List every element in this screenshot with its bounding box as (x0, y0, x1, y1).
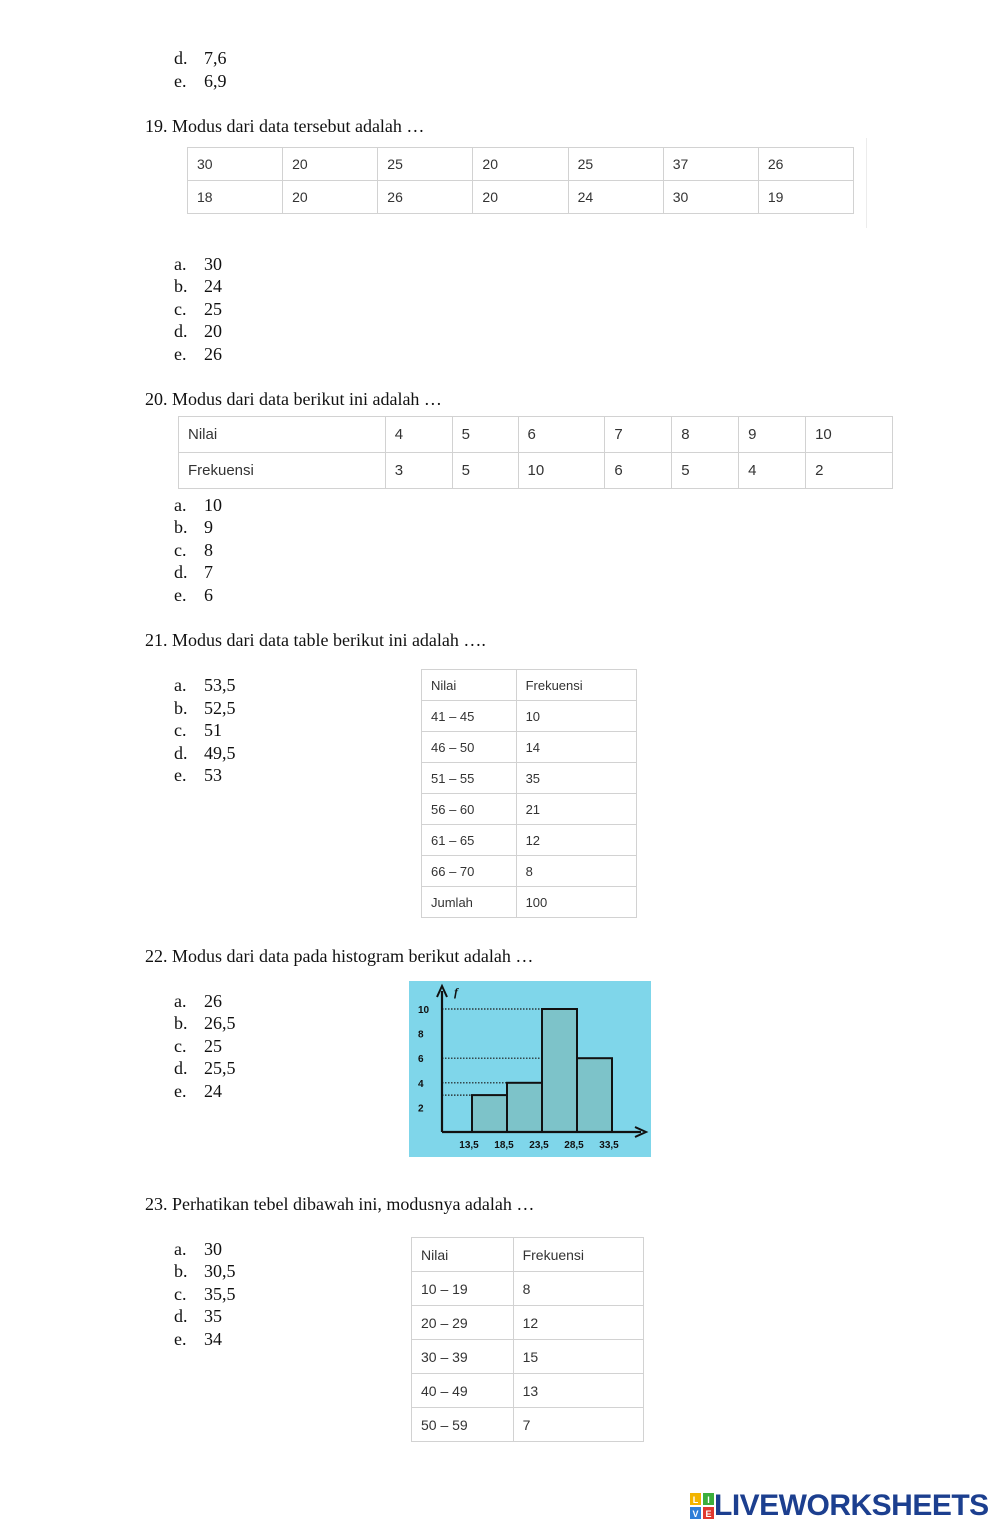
table-cell: 13 (513, 1374, 643, 1408)
y-axis-label: f (454, 985, 458, 999)
table-cell: 20 – 29 (412, 1306, 514, 1340)
q22-option-c[interactable]: c. 25 (174, 1036, 222, 1056)
table-cell: 20 (473, 181, 568, 214)
table-header-cell: Nilai (412, 1238, 514, 1272)
q22-option-d[interactable]: d. 25,5 (174, 1058, 236, 1078)
histogram-bar (577, 1058, 612, 1132)
table-cell: 100 (516, 887, 636, 918)
histogram-bar (507, 1083, 542, 1132)
table-cell: 66 – 70 (422, 856, 517, 887)
table-cell: 25 (378, 148, 473, 181)
liveworksheets-logo-icon (690, 1493, 714, 1519)
table-cell: 6 (518, 417, 605, 453)
table-row (188, 181, 854, 214)
table-cell: Nilai (179, 417, 386, 453)
table-cell: 3 (385, 453, 452, 489)
q20-option-e[interactable]: e. 6 (174, 585, 213, 605)
q18-option-d[interactable]: d. 7,6 (174, 48, 227, 68)
y-tick-label: 2 (418, 1103, 424, 1115)
q19-option-d[interactable]: d. 20 (174, 321, 222, 341)
table-cell: 9 (739, 417, 806, 453)
q23-option-c[interactable]: c. 35,5 (174, 1284, 236, 1304)
table-cell: 7 (605, 417, 672, 453)
y-tick-label: 8 (418, 1029, 424, 1041)
table-row (422, 825, 637, 856)
table-header-cell: Frekuensi (516, 670, 636, 701)
table-cell: 5 (452, 453, 518, 489)
x-tick-label: 13,5 (459, 1140, 479, 1151)
q22-option-b[interactable]: b. 26,5 (174, 1013, 236, 1033)
logo-letter-i: I (707, 1495, 710, 1505)
q23-option-e[interactable]: e. 34 (174, 1329, 222, 1349)
liveworksheets-brand-text: LIVEWORKSHEETS (714, 1489, 989, 1522)
logo-letter-l: L (692, 1495, 699, 1505)
y-tick-label: 10 (418, 1005, 430, 1016)
table-cell: 35 (516, 763, 636, 794)
table-cell: 37 (663, 148, 758, 181)
table-row (422, 794, 637, 825)
liveworksheets-logo[interactable] (690, 1489, 989, 1523)
table-cell: 46 – 50 (422, 732, 517, 763)
table-row (188, 148, 854, 181)
q21-option-a[interactable]: a. 53,5 (174, 675, 236, 695)
table-header-row (422, 670, 637, 701)
q21-option-b[interactable]: b. 52,5 (174, 698, 236, 718)
table-cell: 14 (516, 732, 636, 763)
table-row (422, 701, 637, 732)
table-cell: 50 – 59 (412, 1408, 514, 1442)
table-cell: 5 (672, 453, 739, 489)
q20-option-d[interactable]: d. 7 (174, 562, 213, 582)
x-tick-label: 28,5 (564, 1140, 584, 1151)
table-cell: 12 (513, 1306, 643, 1340)
q23-option-d[interactable]: d. 35 (174, 1306, 222, 1326)
q21-option-c[interactable]: c. 51 (174, 720, 222, 740)
q20-option-c[interactable]: c. 8 (174, 540, 213, 560)
q21-option-d[interactable]: d. 49,5 (174, 743, 236, 763)
table-cell: Frekuensi (179, 453, 386, 489)
table-cell: 30 – 39 (412, 1340, 514, 1374)
table-header-row (412, 1238, 644, 1272)
q20-frequency-table (178, 416, 893, 489)
histogram-bar (472, 1095, 507, 1132)
q21-question: 21. Modus dari data table berikut ini adalah …. (145, 630, 486, 650)
histogram-bar (542, 1009, 577, 1132)
q19-option-c[interactable]: c. 25 (174, 299, 222, 319)
table-cell: 18 (188, 181, 283, 214)
table-row (422, 856, 637, 887)
table-cell: 24 (568, 181, 663, 214)
table-cell: 20 (473, 148, 568, 181)
table-cell: 10 – 19 (412, 1272, 514, 1306)
table-cell: 7 (513, 1408, 643, 1442)
x-tick-label: 23,5 (529, 1140, 549, 1151)
table-row (422, 763, 637, 794)
table-cell: 8 (672, 417, 739, 453)
table-cell: 19 (758, 181, 853, 214)
q22-question: 22. Modus dari data pada histogram berikut adalah … (145, 946, 534, 966)
table-cell: 8 (516, 856, 636, 887)
table-cell: 12 (516, 825, 636, 856)
table-header-cell: Nilai (422, 670, 517, 701)
table-cell: 10 (518, 453, 605, 489)
table-row (422, 887, 637, 918)
q23-option-a[interactable]: a. 30 (174, 1239, 222, 1259)
table-cell: 40 – 49 (412, 1374, 514, 1408)
q21-option-e[interactable]: e. 53 (174, 765, 222, 785)
q19-question: 19. Modus dari data tersebut adalah … (145, 116, 425, 136)
table-row (179, 453, 893, 489)
logo-letter-e: E (705, 1509, 712, 1519)
q23-frequency-table (411, 1237, 644, 1442)
table-cell: 4 (385, 417, 452, 453)
table-cell: 26 (378, 181, 473, 214)
table-cell: 4 (739, 453, 806, 489)
logo-letter-v: V (692, 1509, 699, 1519)
table-row (179, 417, 893, 453)
y-tick-label: 6 (418, 1054, 424, 1066)
x-tick-label: 18,5 (494, 1140, 514, 1151)
table-cell: 56 – 60 (422, 794, 517, 825)
table-cell: 20 (283, 148, 378, 181)
table-row (422, 732, 637, 763)
q19-data-table (187, 147, 854, 214)
table-cell: 8 (513, 1272, 643, 1306)
q19-table-edge (866, 138, 867, 228)
table-row (412, 1306, 644, 1340)
table-row (412, 1408, 644, 1442)
table-cell: 25 (568, 148, 663, 181)
q22-option-a[interactable]: a. 26 (174, 991, 222, 1011)
q19-option-a[interactable]: a. 30 (174, 254, 222, 274)
q20-question: 20. Modus dari data berikut ini adalah … (145, 389, 442, 409)
table-cell: 51 – 55 (422, 763, 517, 794)
table-cell: 30 (188, 148, 283, 181)
table-cell: 5 (452, 417, 518, 453)
q18-option-e[interactable]: e. 6,9 (174, 71, 227, 91)
x-tick-label: 33,5 (599, 1140, 619, 1151)
table-cell: 15 (513, 1340, 643, 1374)
table-cell: 30 (663, 181, 758, 214)
q19-option-b[interactable]: b. 24 (174, 276, 222, 296)
q20-option-b[interactable]: b. 9 (174, 517, 213, 537)
table-row (412, 1340, 644, 1374)
y-tick-label: 4 (418, 1078, 424, 1090)
table-cell: 10 (806, 417, 893, 453)
q20-option-a[interactable]: a. 10 (174, 495, 222, 515)
table-cell: 61 – 65 (422, 825, 517, 856)
table-row (412, 1374, 644, 1408)
table-cell: 6 (605, 453, 672, 489)
table-cell: 21 (516, 794, 636, 825)
q23-option-b[interactable]: b. 30,5 (174, 1261, 236, 1281)
table-cell: 10 (516, 701, 636, 732)
table-cell: 20 (283, 181, 378, 214)
table-row (412, 1272, 644, 1306)
q21-frequency-table (421, 669, 637, 918)
q22-option-e[interactable]: e. 24 (174, 1081, 222, 1101)
histogram-chart (409, 981, 651, 1157)
q19-option-e[interactable]: e. 26 (174, 344, 222, 364)
table-cell: 41 – 45 (422, 701, 517, 732)
table-cell: 2 (806, 453, 893, 489)
q23-question: 23. Perhatikan tebel dibawah ini, modusnya adalah … (145, 1194, 535, 1214)
table-cell: Jumlah (422, 887, 517, 918)
table-cell: 26 (758, 148, 853, 181)
table-header-cell: Frekuensi (513, 1238, 643, 1272)
